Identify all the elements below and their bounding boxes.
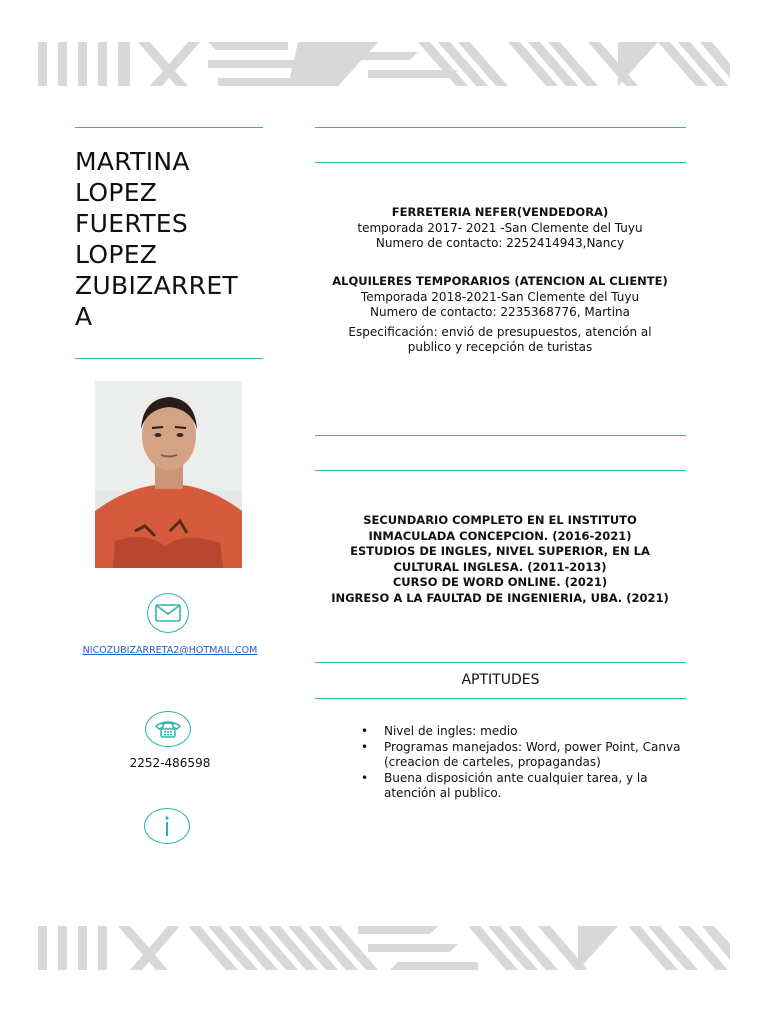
job-title: ALQUILERES TEMPORARIOS (ATENCION AL CLIENTE) (332, 274, 668, 288)
stripe-pattern-bottom (38, 926, 730, 970)
divider-right-3 (315, 435, 686, 436)
divider-right-1 (315, 127, 686, 128)
job-period: Temporada 2018-2021-San Clemente del Tuyu (360, 289, 640, 304)
decorative-bottom-band (38, 926, 730, 970)
education-list (325, 513, 675, 606)
name-line: MARTINA (75, 147, 190, 176)
job-title: FERRETERIA NEFER(VENDEDORA) (391, 205, 609, 219)
name-line: FUERTES (75, 209, 189, 238)
stripe-pattern-top (38, 42, 730, 86)
profile-photo (95, 381, 242, 568)
divider-right-5 (315, 662, 686, 663)
info-icon (144, 808, 190, 844)
skill-item: • Programas manejados: Word, power Point, Canva (creacion de carteles, propagandas) (384, 740, 684, 771)
job-contact: Numero de contacto: 2235368776, Martina (369, 305, 630, 319)
education-item: INGRESO A LA FAULTAD DE INGENIERIA, UBA. (2021) (331, 590, 669, 605)
name-line: LOPEZ (75, 240, 158, 269)
telephone-icon (145, 711, 191, 747)
name-line: LOPEZ (75, 178, 158, 207)
divider-left-top (75, 127, 263, 128)
education-item: CURSO DE WORD ONLINE. (2021) (392, 575, 608, 589)
job-period: temporada 2017- 2021 -San Clemente del Tuyu (357, 220, 643, 235)
decorative-top-band (38, 42, 730, 86)
experience-item (330, 205, 670, 252)
divider-right-6 (315, 698, 686, 699)
skill-item: • Buena disposición ante cualquier tarea, y la atención al publico. (384, 771, 684, 802)
skills-list (384, 724, 684, 802)
divider-left-middle (75, 358, 263, 359)
job-specification: Especificación: envió de presupuestos, atención al publico y recepción de turistas (348, 324, 652, 354)
experience-item (330, 274, 670, 356)
job-contact: Numero de contacto: 2252414943,Nancy (375, 236, 625, 250)
skill-item: • Nivel de ingles: medio (384, 724, 684, 740)
envelope-icon (147, 593, 189, 633)
education-item: ESTUDIOS DE INGLES, NIVEL SUPERIOR, EN LA CULTURAL INGLESA. (2011-2013) (350, 544, 650, 574)
name-line: A (75, 302, 93, 331)
divider-right-4 (315, 470, 686, 471)
candidate-name (75, 146, 265, 332)
education-item: SECUNDARIO COMPLETO EN EL INSTITUTO INMACULADA CONCEPCION. (2016-2021) (363, 513, 637, 543)
skills-title: APTITUDES (461, 672, 540, 688)
phone-number: 2252-486598 (129, 756, 211, 770)
name-line: ZUBIZARRET (75, 271, 238, 300)
email-link[interactable]: NICOZUBIZARRETA2@HOTMAIL.COM (82, 645, 258, 656)
divider-right-2 (315, 162, 686, 163)
